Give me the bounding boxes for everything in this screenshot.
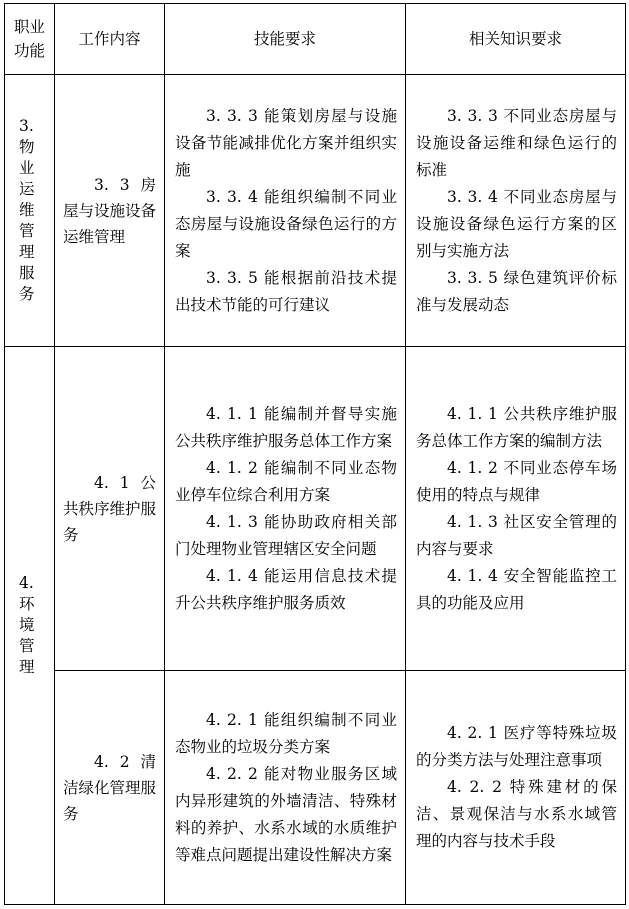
skill-item: 4. 1. 1 能编制并督导实施公共秩序维护服务总体工作方案 — [175, 404, 397, 450]
knowledge-item: 4. 1. 1 公共秩序维护服务总体工作方案的编制方法 — [416, 404, 617, 450]
skill-item: 3. 3. 4 能组织编制不同业态房屋与设施设备绿色运行的方案 — [175, 187, 397, 260]
table-header-row — [5, 4, 626, 75]
knowledge-item: 4. 1. 2 不同业态停车场使用的特点与规律 — [416, 458, 617, 504]
skill-item: 4. 2. 2 能对物业服务区域内异形建筑的外墙清洁、特殊材料的养护、水系水域的水质维护等难点问题提出建设性解决方案 — [175, 764, 397, 864]
table-row — [5, 671, 626, 905]
header-function — [5, 4, 55, 75]
skill-item: 4. 1. 4 能运用信息技术提升公共秩序维护服务质效 — [175, 566, 397, 612]
skills-standard-table — [4, 3, 626, 905]
skill-item: 3. 3. 3 能策划房屋与设施设备节能减排优化方案并组织实施 — [175, 106, 397, 179]
skills-cell — [165, 347, 406, 671]
function-cell — [5, 75, 55, 347]
header-function-line1: 职业 — [13, 18, 45, 36]
skills-cell — [165, 671, 406, 905]
table-row — [5, 347, 626, 671]
table-row — [5, 75, 626, 347]
function-label: 4.环境管理 — [19, 574, 35, 676]
function-cell — [5, 347, 55, 905]
header-work-content: 工作内容 — [55, 4, 165, 75]
knowledge-item: 3. 3. 5 绿色建筑评价标准与发展动态 — [416, 268, 617, 314]
work-content-cell — [55, 347, 165, 671]
work-content-text: 4. 1 公共秩序维护服务 — [63, 473, 157, 544]
knowledge-cell — [406, 671, 626, 905]
header-skill-requirements: 技能要求 — [165, 4, 406, 75]
knowledge-cell — [406, 347, 626, 671]
knowledge-cell — [406, 75, 626, 347]
knowledge-item: 3. 3. 4 不同业态房屋与设施设备绿色运行方案的区别与实施方法 — [416, 187, 617, 260]
knowledge-item: 4. 1. 4 安全智能监控工具的功能及应用 — [416, 566, 617, 612]
skills-cell — [165, 75, 406, 347]
knowledge-item: 4. 1. 3 社区安全管理的内容与要求 — [416, 512, 617, 558]
skill-item: 4. 1. 3 能协助政府相关部门处理物业管理辖区安全问题 — [175, 512, 397, 558]
knowledge-item: 4. 2. 2 特殊建材的保洁、景观保洁与水系水域管理的内容与技术手段 — [416, 778, 617, 850]
skill-item: 4. 1. 2 能编制不同业态物业停车位综合利用方案 — [175, 458, 397, 504]
knowledge-item: 3. 3. 3 不同业态房屋与设施设备运维和绿色运行的标准 — [416, 106, 617, 179]
function-label: 3.物业运维管理服务 — [19, 117, 35, 303]
work-content-text: 3. 3 房屋与设施设备运维管理 — [63, 175, 157, 246]
work-content-cell — [55, 75, 165, 347]
knowledge-item: 4. 2. 1 医疗等特殊垃圾的分类方法与处理注意事项 — [416, 724, 617, 769]
work-content-cell — [55, 671, 165, 905]
work-content-text: 4. 2 清洁绿化管理服务 — [63, 752, 157, 823]
header-knowledge-requirements: 相关知识要求 — [406, 4, 626, 75]
skill-item: 3. 3. 5 能根据前沿技术提出技术节能的可行建议 — [175, 268, 397, 314]
header-function-line2: 功能 — [13, 42, 45, 60]
skill-item: 4. 2. 1 能组织编制不同业态物业的垃圾分类方案 — [175, 710, 397, 756]
